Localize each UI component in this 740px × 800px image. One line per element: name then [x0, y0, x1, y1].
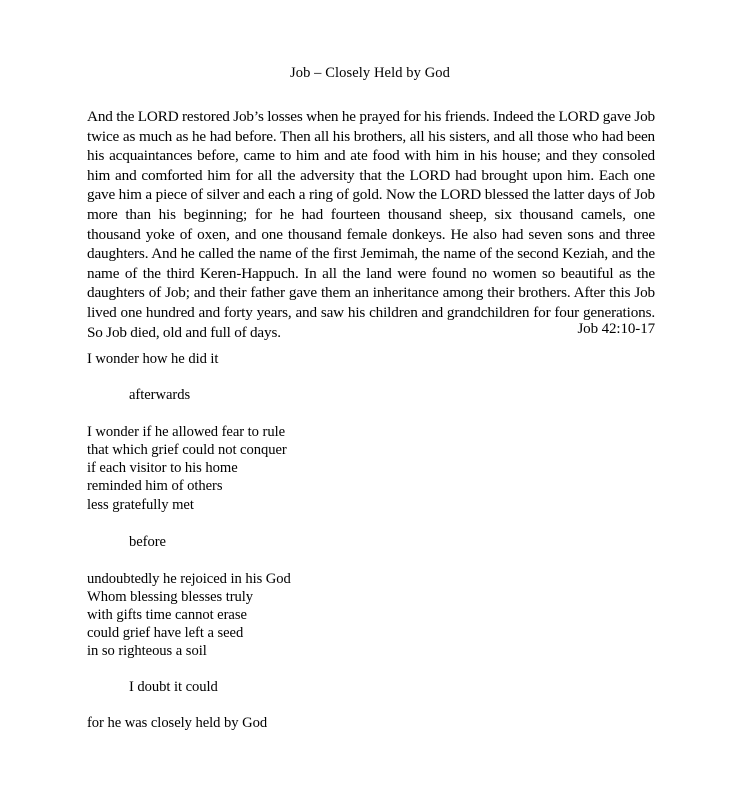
poem-stanza-4: [87, 533, 587, 551]
scripture-passage-paragraph: And the LORD restored Job’s losses when he prayed for his friends. Indeed the LORD gave Job twice as much as he had before. Then all his brothers, all his sisters, and all those who had been his acquaintances before, came to him and ate food with him in his house; and they consoled him and comforted him for all the adversity that the LORD had brought upon him. Each one gave him a piece of silver and each a ring of gold. Now the LORD blessed the latter days of Job more than his beginning; for he had fourteen thousand sheep, six thousand camels, one thousand yoke of oxen, and one thousand female donkeys. He also had seven sons and three daughters. And he called the name of the first Jemimah, the name of the second Keziah, and the name of the third Keren-Happuch. In all the land were found no women so beautiful as the daughters of Job; and their father gave them an inheritance among their brothers. After this Job lived one hundred and forty years, and saw his children and grandchildren for four generations. So Job died, old and full of days.: [87, 108, 655, 341]
stanza-spacer: [87, 514, 587, 533]
poem-line: that which grief could not conquer: [87, 442, 287, 459]
poem-line: before: [129, 533, 166, 550]
poem-line: undoubtedly he rejoiced in his God: [87, 570, 291, 587]
poem-stanza-2: [87, 386, 587, 404]
poem-stanza-6: [87, 678, 587, 696]
stanza-spacer: [87, 660, 587, 678]
poem-line: if each visitor to his home: [87, 460, 238, 477]
poem-line: I doubt it could: [129, 679, 218, 696]
stanza-spacer: [87, 404, 587, 423]
poem-stanza-3: [87, 423, 587, 513]
poem-line: I wonder how he did it: [87, 351, 219, 367]
stanza-spacer: [87, 696, 587, 714]
poem-line: with gifts time cannot erase: [87, 606, 247, 623]
poem-stanza-1: [87, 350, 587, 368]
poem-line: less gratefully met: [87, 496, 194, 513]
poem-line: in so righteous a soil: [87, 643, 207, 660]
poem-line: afterwards: [129, 387, 191, 404]
page-title: Job – Closely Held by God: [290, 65, 450, 81]
poem-line: for he was closely held by God: [87, 715, 268, 732]
poem-stanza-7: [87, 714, 587, 732]
scripture-citation: Job 42:10-17: [577, 321, 655, 337]
poem-line: I wonder if he allowed fear to rule: [87, 424, 286, 441]
poem-stanza-5: [87, 570, 587, 660]
poem-line: Whom blessing blesses truly: [87, 588, 254, 605]
stanza-spacer: [87, 551, 587, 570]
poem-body: [87, 350, 587, 732]
stanza-spacer: [87, 368, 587, 386]
poem-line: could grief have left a seed: [87, 625, 244, 642]
poem-line: reminded him of others: [87, 478, 223, 495]
